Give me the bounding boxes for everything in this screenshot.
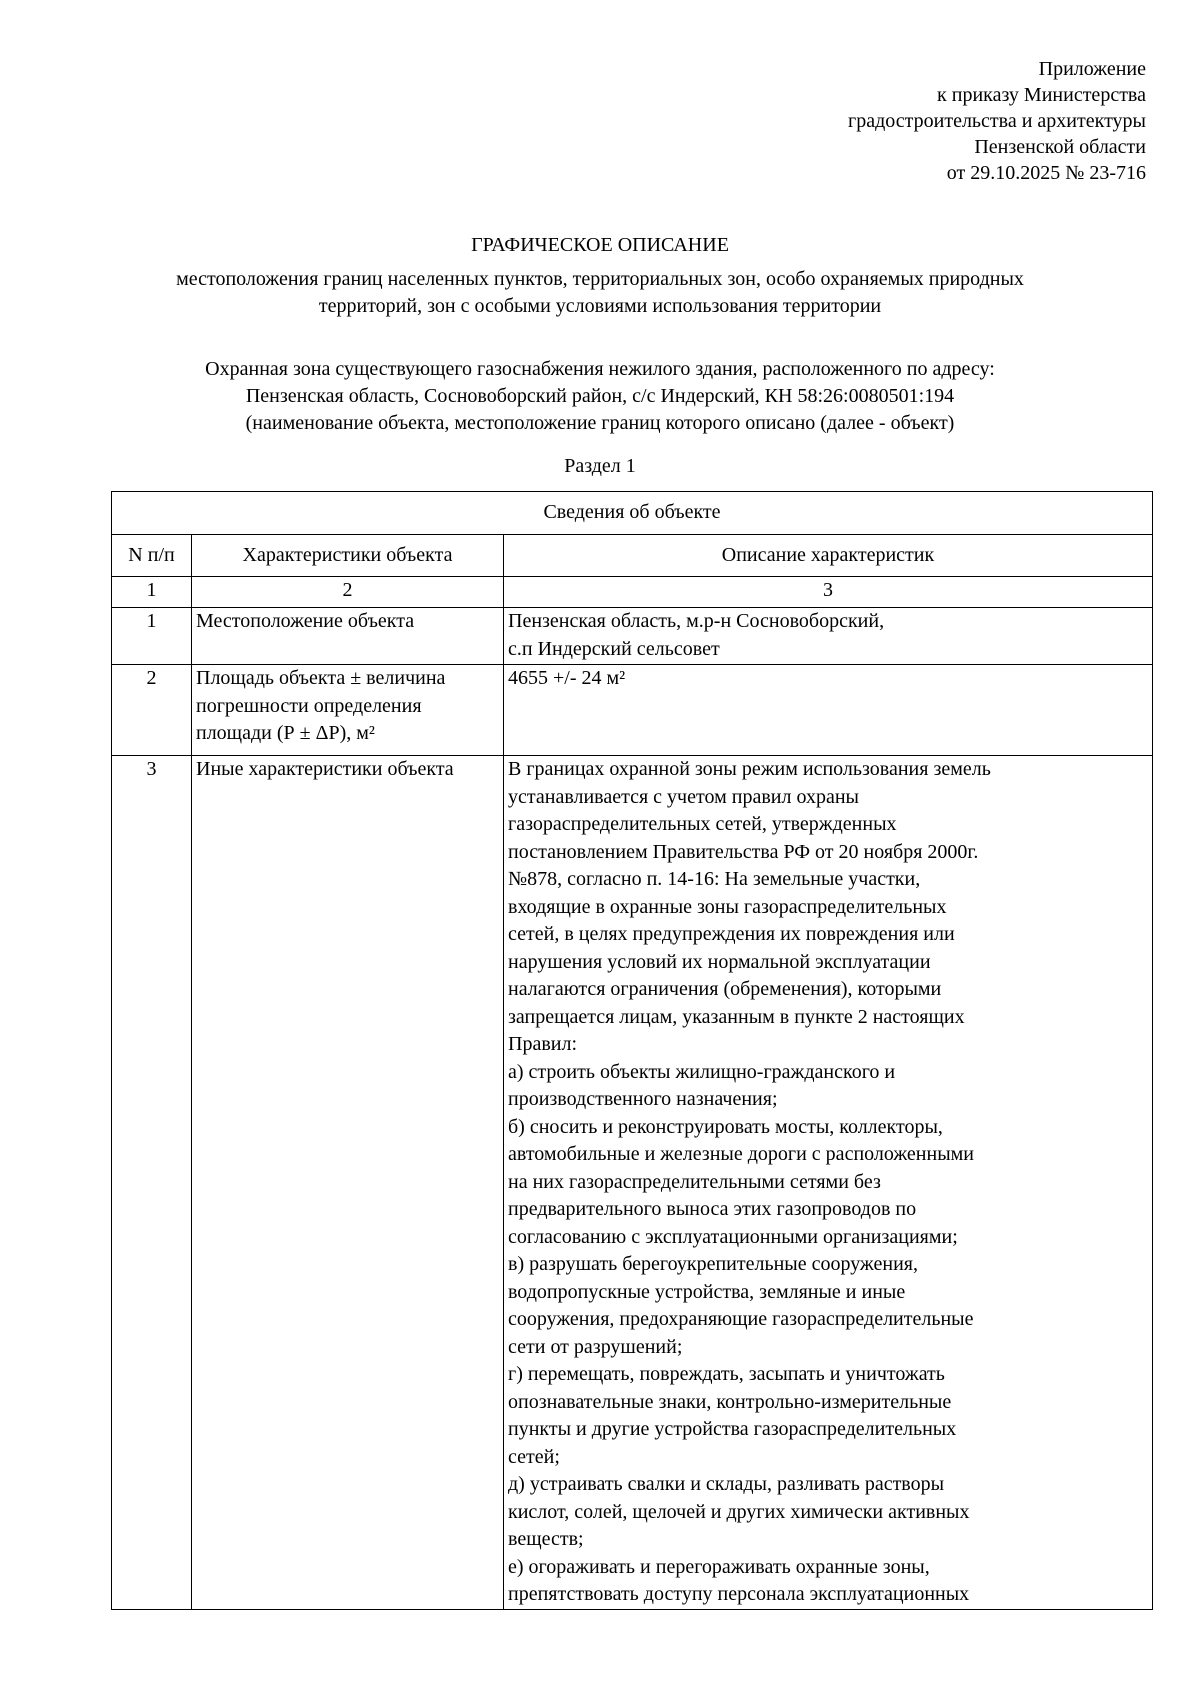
appendix-line: к приказу Министерства [937,84,1146,106]
appendix-line: градостроительства и архитектуры [848,110,1146,132]
description-cell: Пензенская область, м.р-н Сосновоборский, с.п Индерский сельсовет [504,608,1153,665]
section-label: Раздел 1 [564,455,636,477]
document-subtitle [0,266,1200,320]
object-caption-line: (наименование объекта, местоположение границ которого описано (далее - объект) [245,412,955,434]
subtitle-line: местоположения границ населенных пунктов, территориальных зон, особо охраняемых природных [176,268,1024,290]
object-address-line: Пензенская область, Сосновоборский район, с/с Индерский, КН 58:26:0080501:194 [245,385,955,407]
table-title: Сведения об объекте [112,492,1153,535]
table-row [112,756,1153,1610]
object-name-line: Охранная зона существующего газоснабжения нежилого здания, расположенного по адресу: [205,358,995,380]
appendix-line: Приложение [1038,58,1146,80]
object-description [0,356,1200,437]
column-header-characteristic: Характеристики объекта [192,535,504,577]
object-info-table [111,491,1153,1610]
characteristic-cell: Площадь объекта ± величина погрешности определения площади (Р ± ΔР), м² [192,665,504,756]
characteristic-cell: Местоположение объекта [192,608,504,665]
row-number-cell: 1 [112,608,192,665]
appendix-line: Пензенской области [974,136,1146,158]
table-row [112,608,1153,665]
document-title: ГРАФИЧЕСКОЕ ОПИСАНИЕ [471,234,729,256]
description-cell: 4655 +/- 24 м² [504,665,1153,756]
subtitle-line: территорий, зон с особыми условиями использования территории [318,295,882,317]
column-number-cell: 1 [112,577,192,608]
column-header-description: Описание характеристик [504,535,1153,577]
characteristic-cell: Иные характеристики объекта [192,756,504,1610]
column-number-cell: 2 [192,577,504,608]
appendix-date-number: от 29.10.2025 № 23-716 [946,162,1146,184]
row-number-cell: 3 [112,756,192,1610]
table-row [112,665,1153,756]
column-header-number: N п/п [112,535,192,577]
appendix-block [848,56,1146,186]
column-number-cell: 3 [504,577,1153,608]
description-cell: В границах охранной зоны режим использования земель устанавливается с учетом правил охраны газораспределительных сетей, утвержденных постановлением Правительства РФ от 20 ноября 2000г. №878, согласно п. 14-16: На земельные участки, входящие в охранные зоны газораспределительных сетей, в целях предупреждения их повреждения или нарушения условий их нормальной эксплуатации налагаются ограничения (обременения), которыми запрещается лицам, указанным в пункте 2 настоящих Правил: а) строить объекты жилищно-гражданского и производственного назначения; б) сносить и реконструировать мосты, коллекторы, автомобильные и железные дороги с расположенными на них газораспределительными сетями без предварительного выноса этих газопроводов по согласованию с эксплуатационными организациями; в) разрушать берегоукрепительные сооружения, водопропускные устройства, земляные и иные сооружения, предохраняющие газораспределительные сети от разрушений; г) перемещать, повреждать, засыпать и уничтожать опознавательные знаки, контрольно-измерительные пункты и другие устройства газораспределительных сетей; д) устраивать свалки и склады, разливать растворы кислот, солей, щелочей и других химически активных веществ; е) огораживать и перегораживать охранные зоны, препятствовать доступу персонала эксплуатационных [504,756,1153,1610]
row-number-cell: 2 [112,665,192,756]
